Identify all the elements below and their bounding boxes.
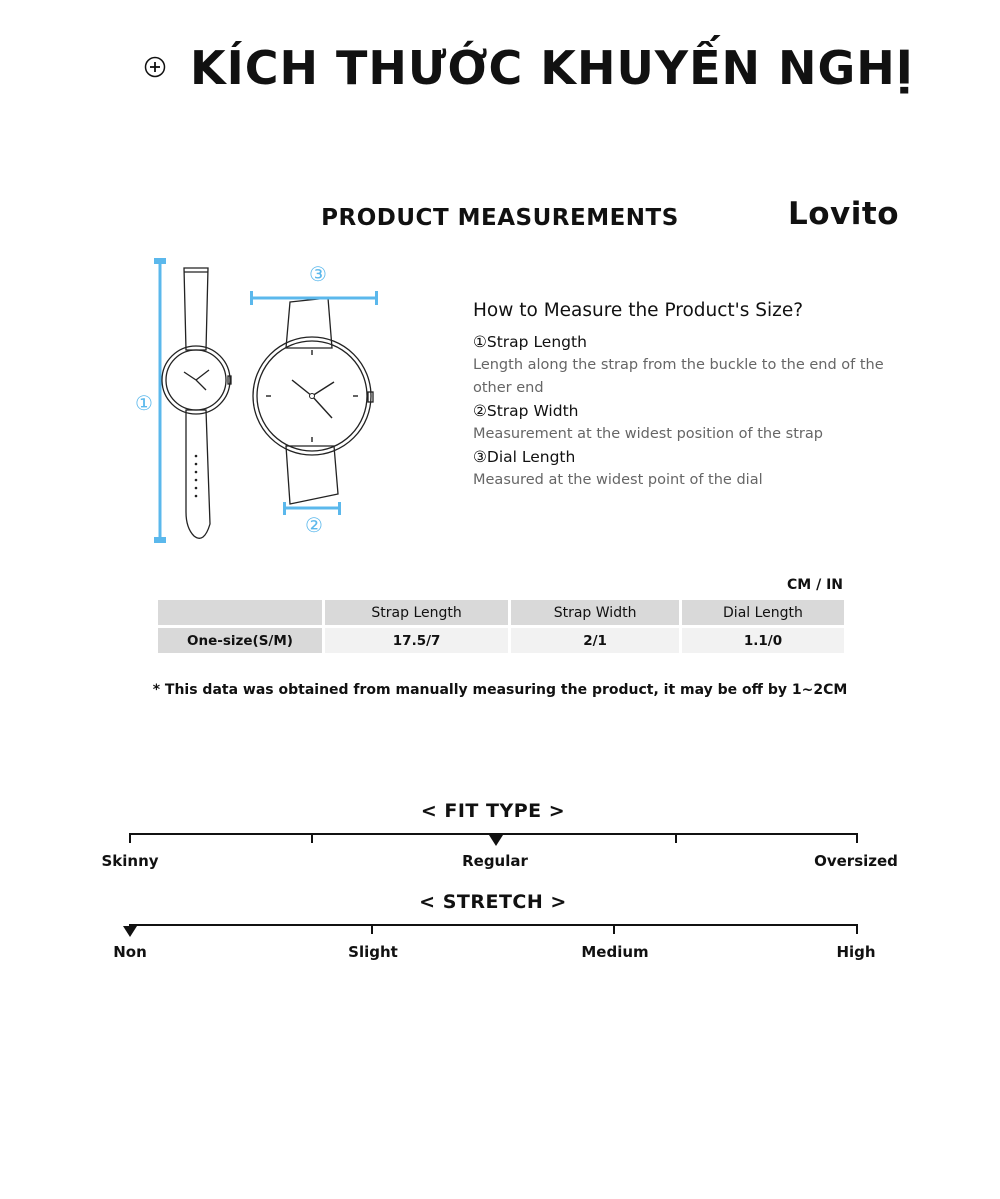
table-row [158, 628, 844, 653]
measure-guide [473, 300, 913, 492]
measure-item-title: ②Strap Width [473, 402, 579, 420]
table-header-row [158, 600, 844, 625]
label-1: ① [135, 391, 153, 415]
stretch-marker [123, 926, 137, 937]
label-3: ③ [309, 262, 327, 286]
stretch-label: Non [113, 943, 147, 961]
fit-type-label: Oversized [814, 852, 898, 870]
measurement-note: * This data was obtained from manually measuring the product, it may be off by 1~2CM [152, 682, 848, 698]
measure-item-title: ③Dial Length [473, 448, 576, 466]
stretch-title: < STRETCH > [419, 891, 567, 913]
table-header: Strap Length [325, 600, 508, 625]
table-cell: One-size(S/M) [158, 628, 322, 653]
size-table [155, 597, 847, 656]
stretch-label: Slight [348, 943, 398, 961]
plus-circle-icon [144, 56, 166, 78]
label-2: ② [305, 513, 323, 537]
fit-type-title: < FIT TYPE > [420, 800, 566, 822]
measure-item [473, 446, 913, 492]
measure-item-desc: Measurement at the widest position of the strap [473, 426, 823, 442]
stretch-label: Medium [581, 943, 649, 961]
fit-type-label: Skinny [101, 852, 159, 870]
table-cell: 2/1 [511, 628, 679, 653]
brand-logo: Lovito [788, 196, 900, 232]
table-header: Strap Width [511, 600, 679, 625]
section-title: PRODUCT MEASUREMENTS [321, 205, 679, 231]
stretch-label: High [836, 943, 876, 961]
watch-diagram [120, 250, 410, 550]
fit-type-marker [489, 835, 503, 846]
stretch-scale [129, 924, 858, 926]
measure-heading: How to Measure the Product's Size? [473, 300, 804, 321]
table-cell: 1.1/0 [682, 628, 844, 653]
measure-item [473, 331, 913, 400]
measure-item-title: ①Strap Length [473, 333, 587, 351]
table-header [158, 600, 322, 625]
page-title: KÍCH THƯỚC KHUYẾN NGHỊ [190, 41, 914, 95]
measure-item-desc: Measured at the widest point of the dial [473, 472, 763, 488]
unit-label: CM / IN [787, 577, 843, 593]
fit-type-label: Regular [462, 852, 528, 870]
measure-item [473, 400, 913, 446]
table-header: Dial Length [682, 600, 844, 625]
measure-item-desc: Length along the strap from the buckle to the end of the other end [473, 357, 884, 396]
table-cell: 17.5/7 [325, 628, 508, 653]
